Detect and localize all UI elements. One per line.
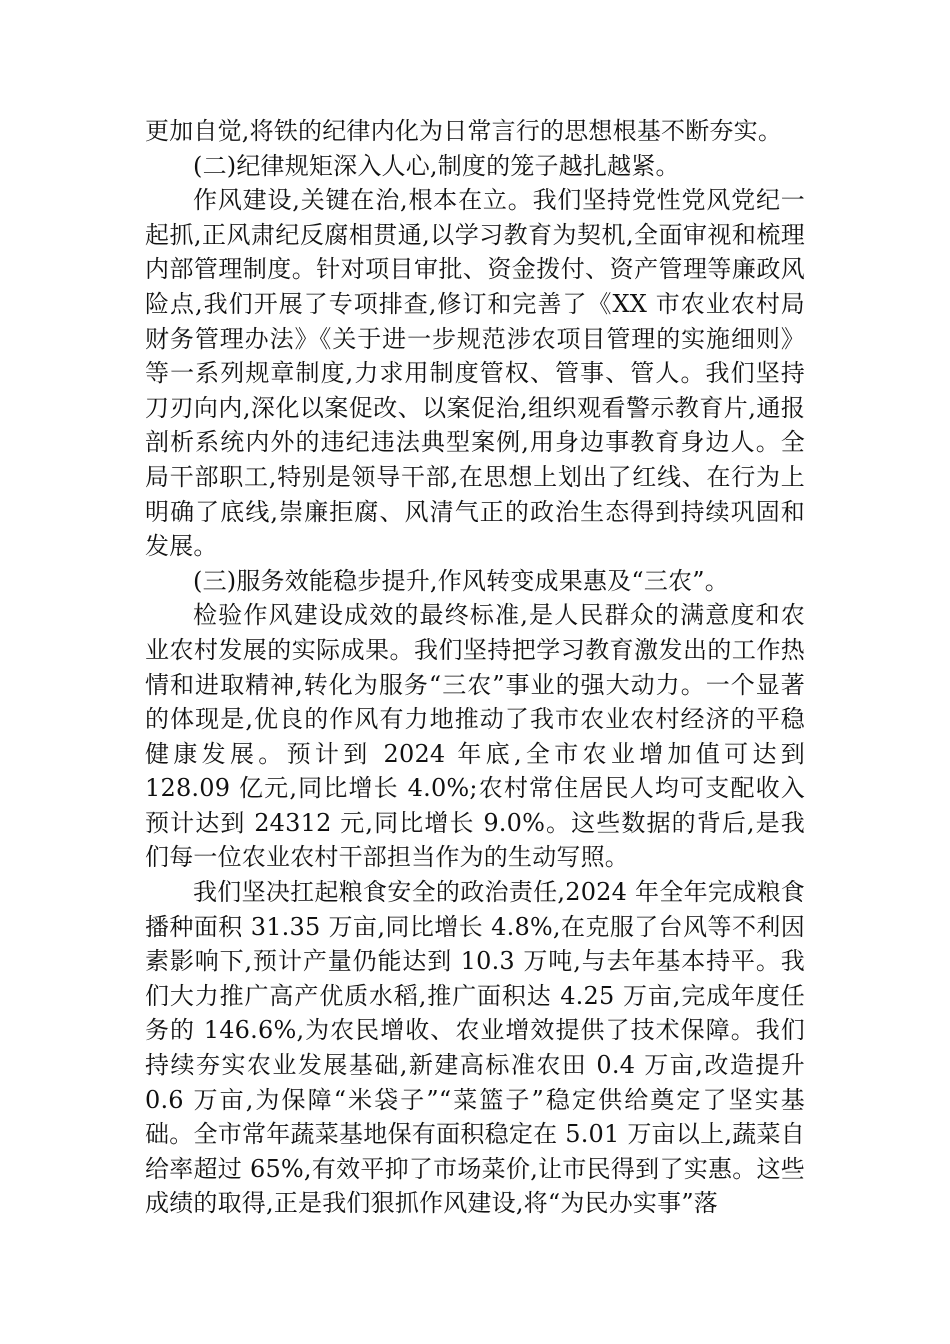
paragraph-grain-security: 我们坚决扛起粮食安全的政治责任,2024 年全年完成粮食播种面积 31.35 万亩,同比增长 4.8%,在克服了台风等不利因素影响下,预计产量仍能达到 10.3 万吨,与去年基本持平。我们大力推广高产优质水稻,推广面积达 4.25 万亩,完成年度任务的 146.6%,为农民增收、农业增效提供了技术保障。我们持续夯实农业发展基础,新建高标准农田 0.4 万亩,改造提升 0.6 万亩,为保障“米袋子”“菜篮子”稳定供给奠定了坚实基础。全市常年蔬菜基地保有面积稳定在 5.01 万亩以上,蔬菜自给率超过 65%,有效平抑了市场菜价,让市民得到了实惠。这些成绩的取得,正是我们狠抓作风建设,将“为民办实事”落 <box>145 878 805 1218</box>
paragraph-service-efficiency: 检验作风建设成效的最终标准,是人民群众的满意度和农业农村发展的实际成果。我们坚持把学习教育激发出的工作热情和进取精神,转化为服务“三农”事业的强大动力。一个显著的体现是,优良的作风有力地推动了我市农业农村经济的平稳健康发展。预计到 2024 年底,全市农业增加值可达到 128.09 亿元,同比增长 4.0%;农村常住居民人均可支配收入预计达到 24312 元,同比增长 9.0%。这些数据的背后,是我们每一位农业农村干部担当作为的生动写照。 <box>145 601 805 872</box>
paragraph-discipline-system: 作风建设,关键在治,根本在立。我们坚持党性党风党纪一起抓,正风肃纪反腐相贯通,以学习教育为契机,全面审视和梳理内部管理制度。针对项目审批、资金拨付、资产管理等廉政风险点,我们开展了专项排查,修订和完善了《XX 市农业农村局财务管理办法》《关于进一步规范涉农项目管理的实施细则》等一系列规章制度,力求用制度管权、管事、管人。我们坚持刀刃向内,深化以案促改、以案促治,组织观看警示教育片,通报剖析系统内外的违纪违法典型案例,用身边事教育身边人。全局干部职工,特别是领导干部,在思想上划出了红线、在行为上明确了底线,崇廉拒腐、风清气正的政治生态得到持续巩固和发展。 <box>145 186 805 561</box>
document-page <box>145 114 805 1221</box>
section-heading-3: (三)服务效能稳步提升,作风转变成果惠及“三农”。 <box>193 566 729 595</box>
paragraph-continuation: 更加自觉,将铁的纪律内化为日常言行的思想根基不断夯实。 <box>145 117 783 145</box>
section-heading-2: (二)纪律规矩深入人心,制度的笼子越扎越紧。 <box>193 151 680 180</box>
